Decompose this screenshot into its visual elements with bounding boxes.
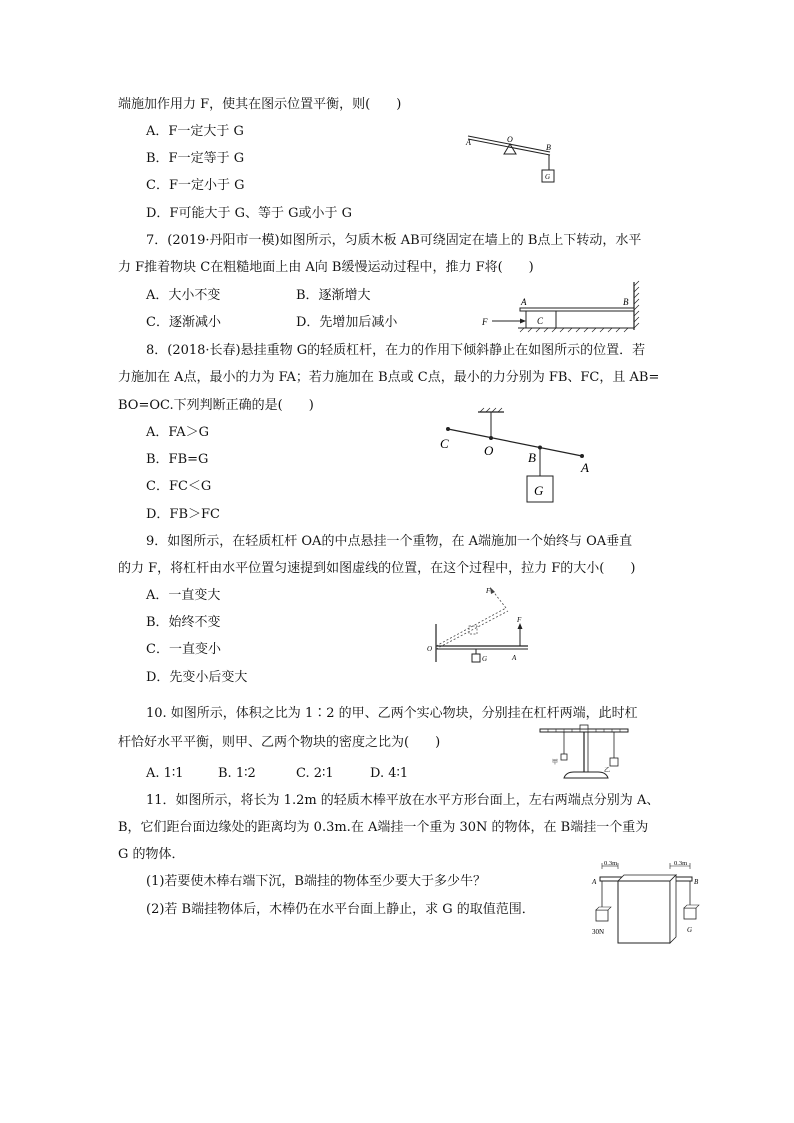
q6-option-c[interactable]: C．F一定小于 G — [146, 178, 245, 193]
q9-stem-line1: 9．如图所示，在轻质杠杆 OA的中点悬挂一个重物，在 A端施加一个始终与 OA垂直 — [146, 534, 633, 549]
q10-balance-figure — [534, 720, 634, 782]
q8-label-o: O — [484, 443, 494, 458]
q8-label-a: A — [581, 460, 589, 475]
q7-option-a[interactable]: A．大小不变 — [146, 288, 221, 303]
q7-board-figure — [478, 280, 642, 338]
q10-option-d[interactable]: D. 4∶1 — [370, 766, 409, 781]
q11-stem-line3: G 的物体． — [118, 847, 185, 862]
q7-label-b: B — [623, 297, 629, 307]
q10-option-a[interactable]: A. 1∶1 — [146, 766, 184, 781]
q8-stem-line3: BO=OC.下列判断正确的是( ) — [118, 398, 314, 413]
q6-option-d[interactable]: D．F可能大于 G、等于 G或小于 G — [146, 206, 352, 221]
q9-stem-line2: 的力 F，将杠杆由水平位置匀速提到如图虚线的位置，在这个过程中，拉力 F的大小( ) — [118, 561, 636, 576]
q6-label-a: A — [466, 138, 471, 147]
q10-label-yi: 乙 — [604, 768, 611, 774]
q6-lever-figure — [460, 128, 560, 188]
q9-label-o: O — [427, 645, 433, 653]
q6-label-o: O — [507, 135, 513, 144]
q6-option-a[interactable]: A．F一定大于 G — [146, 124, 244, 139]
q7-label-f: F — [482, 317, 488, 327]
q7-option-c[interactable]: C．逐渐减小 — [146, 315, 221, 330]
q11-label-b: B — [694, 878, 699, 886]
q8-option-c[interactable]: C．FC＜G — [146, 479, 212, 494]
q9-label-g: G — [482, 655, 488, 663]
q7-stem-line1: 7．(2019·丹阳市一模)如图所示，匀质木板 AB可绕固定在墙上的 B点上下转动，水平 — [146, 233, 642, 248]
q10-stem-line2: 杆恰好水平平衡，则甲、乙两个物块的密度之比为( ) — [118, 735, 441, 750]
q8-lever-figure — [436, 404, 600, 506]
q11-subquestion-2: (2)若 B端挂物体后，木棒仍在水平台面上静止，求 G 的取值范围． — [146, 902, 535, 917]
q6-label-g: G — [545, 173, 551, 181]
q7-option-d[interactable]: D．先增加后减小 — [296, 315, 398, 330]
q6-stem: 端施加作用力 F，使其在图示位置平衡，则( ) — [118, 97, 402, 112]
q11-stem-line1: 11．如图所示，将长为 1.2m 的轻质木棒平放在水平方形台面上，左右两端点分别为 A、 — [146, 793, 660, 808]
q9-label-a: A — [512, 654, 517, 662]
q11-label-g: G — [687, 926, 693, 934]
q9-option-d[interactable]: D．先变小后变大 — [146, 670, 248, 685]
q11-label-weight-30n: 30N — [592, 928, 605, 936]
q6-option-b[interactable]: B．F一定等于 G — [146, 151, 245, 166]
q7-label-c: C — [537, 316, 544, 326]
q6-label-b: B — [546, 143, 551, 152]
q8-stem-line1: 8．(2018·长春)悬挂重物 G的轻质杠杆，在力的作用下倾斜静止在如图所示的位置．若 — [146, 343, 646, 358]
q10-option-b[interactable]: B. 1∶2 — [218, 766, 256, 781]
q9-option-c[interactable]: C．一直变小 — [146, 642, 221, 657]
q10-stem-line1: 10. 如图所示，体积之比为 1∶2 的甲、乙两个实心物块，分别挂在杠杆两端，此时杠 — [146, 706, 638, 721]
q8-label-b: B — [528, 450, 536, 465]
q11-stem-line2: B，它们距台面边缘处的距离均为 0.3m.在 A端挂一个重为 30N 的物体，在 B端挂一个重为 — [118, 820, 649, 835]
q11-label-dist-left: 0.3m — [604, 860, 618, 867]
q7-option-b[interactable]: B．逐渐增大 — [296, 288, 371, 303]
q9-lever-figure — [424, 584, 536, 666]
q7-stem-line2: 力 F推着物块 C在粗糙地面上由 A向 B缓慢运动过程中，推力 F将( ) — [118, 260, 534, 275]
q8-stem-line2: 力施加在 A点，最小的力为 FA；若力施加在 B点或 C点，最小的力分别为 FB、FC，且 AB= — [118, 370, 660, 385]
q9-label-f: F — [517, 616, 522, 624]
q9-label-f-dashed: F — [486, 587, 491, 595]
q8-option-a[interactable]: A．FA＞G — [146, 425, 210, 440]
q11-stick-figure — [586, 860, 706, 946]
q10-option-c[interactable]: C. 2∶1 — [296, 766, 334, 781]
q9-option-a[interactable]: A．一直变大 — [146, 588, 221, 603]
q11-label-dist-right: 0.3m — [674, 860, 688, 867]
q11-label-a: A — [592, 878, 597, 886]
q8-label-g: G — [534, 483, 544, 498]
q8-option-d[interactable]: D．FB＞FC — [146, 507, 220, 522]
q9-option-b[interactable]: B．始终不变 — [146, 615, 221, 630]
q8-option-b[interactable]: B．FB=G — [146, 452, 209, 467]
q7-label-a: A — [521, 297, 527, 307]
q10-label-jia: 甲 — [552, 760, 559, 766]
q8-label-c: C — [440, 436, 449, 451]
q11-subquestion-1: (1)若要使木棒右端下沉，B端挂的物体至少要大于多少牛？ — [146, 874, 486, 889]
